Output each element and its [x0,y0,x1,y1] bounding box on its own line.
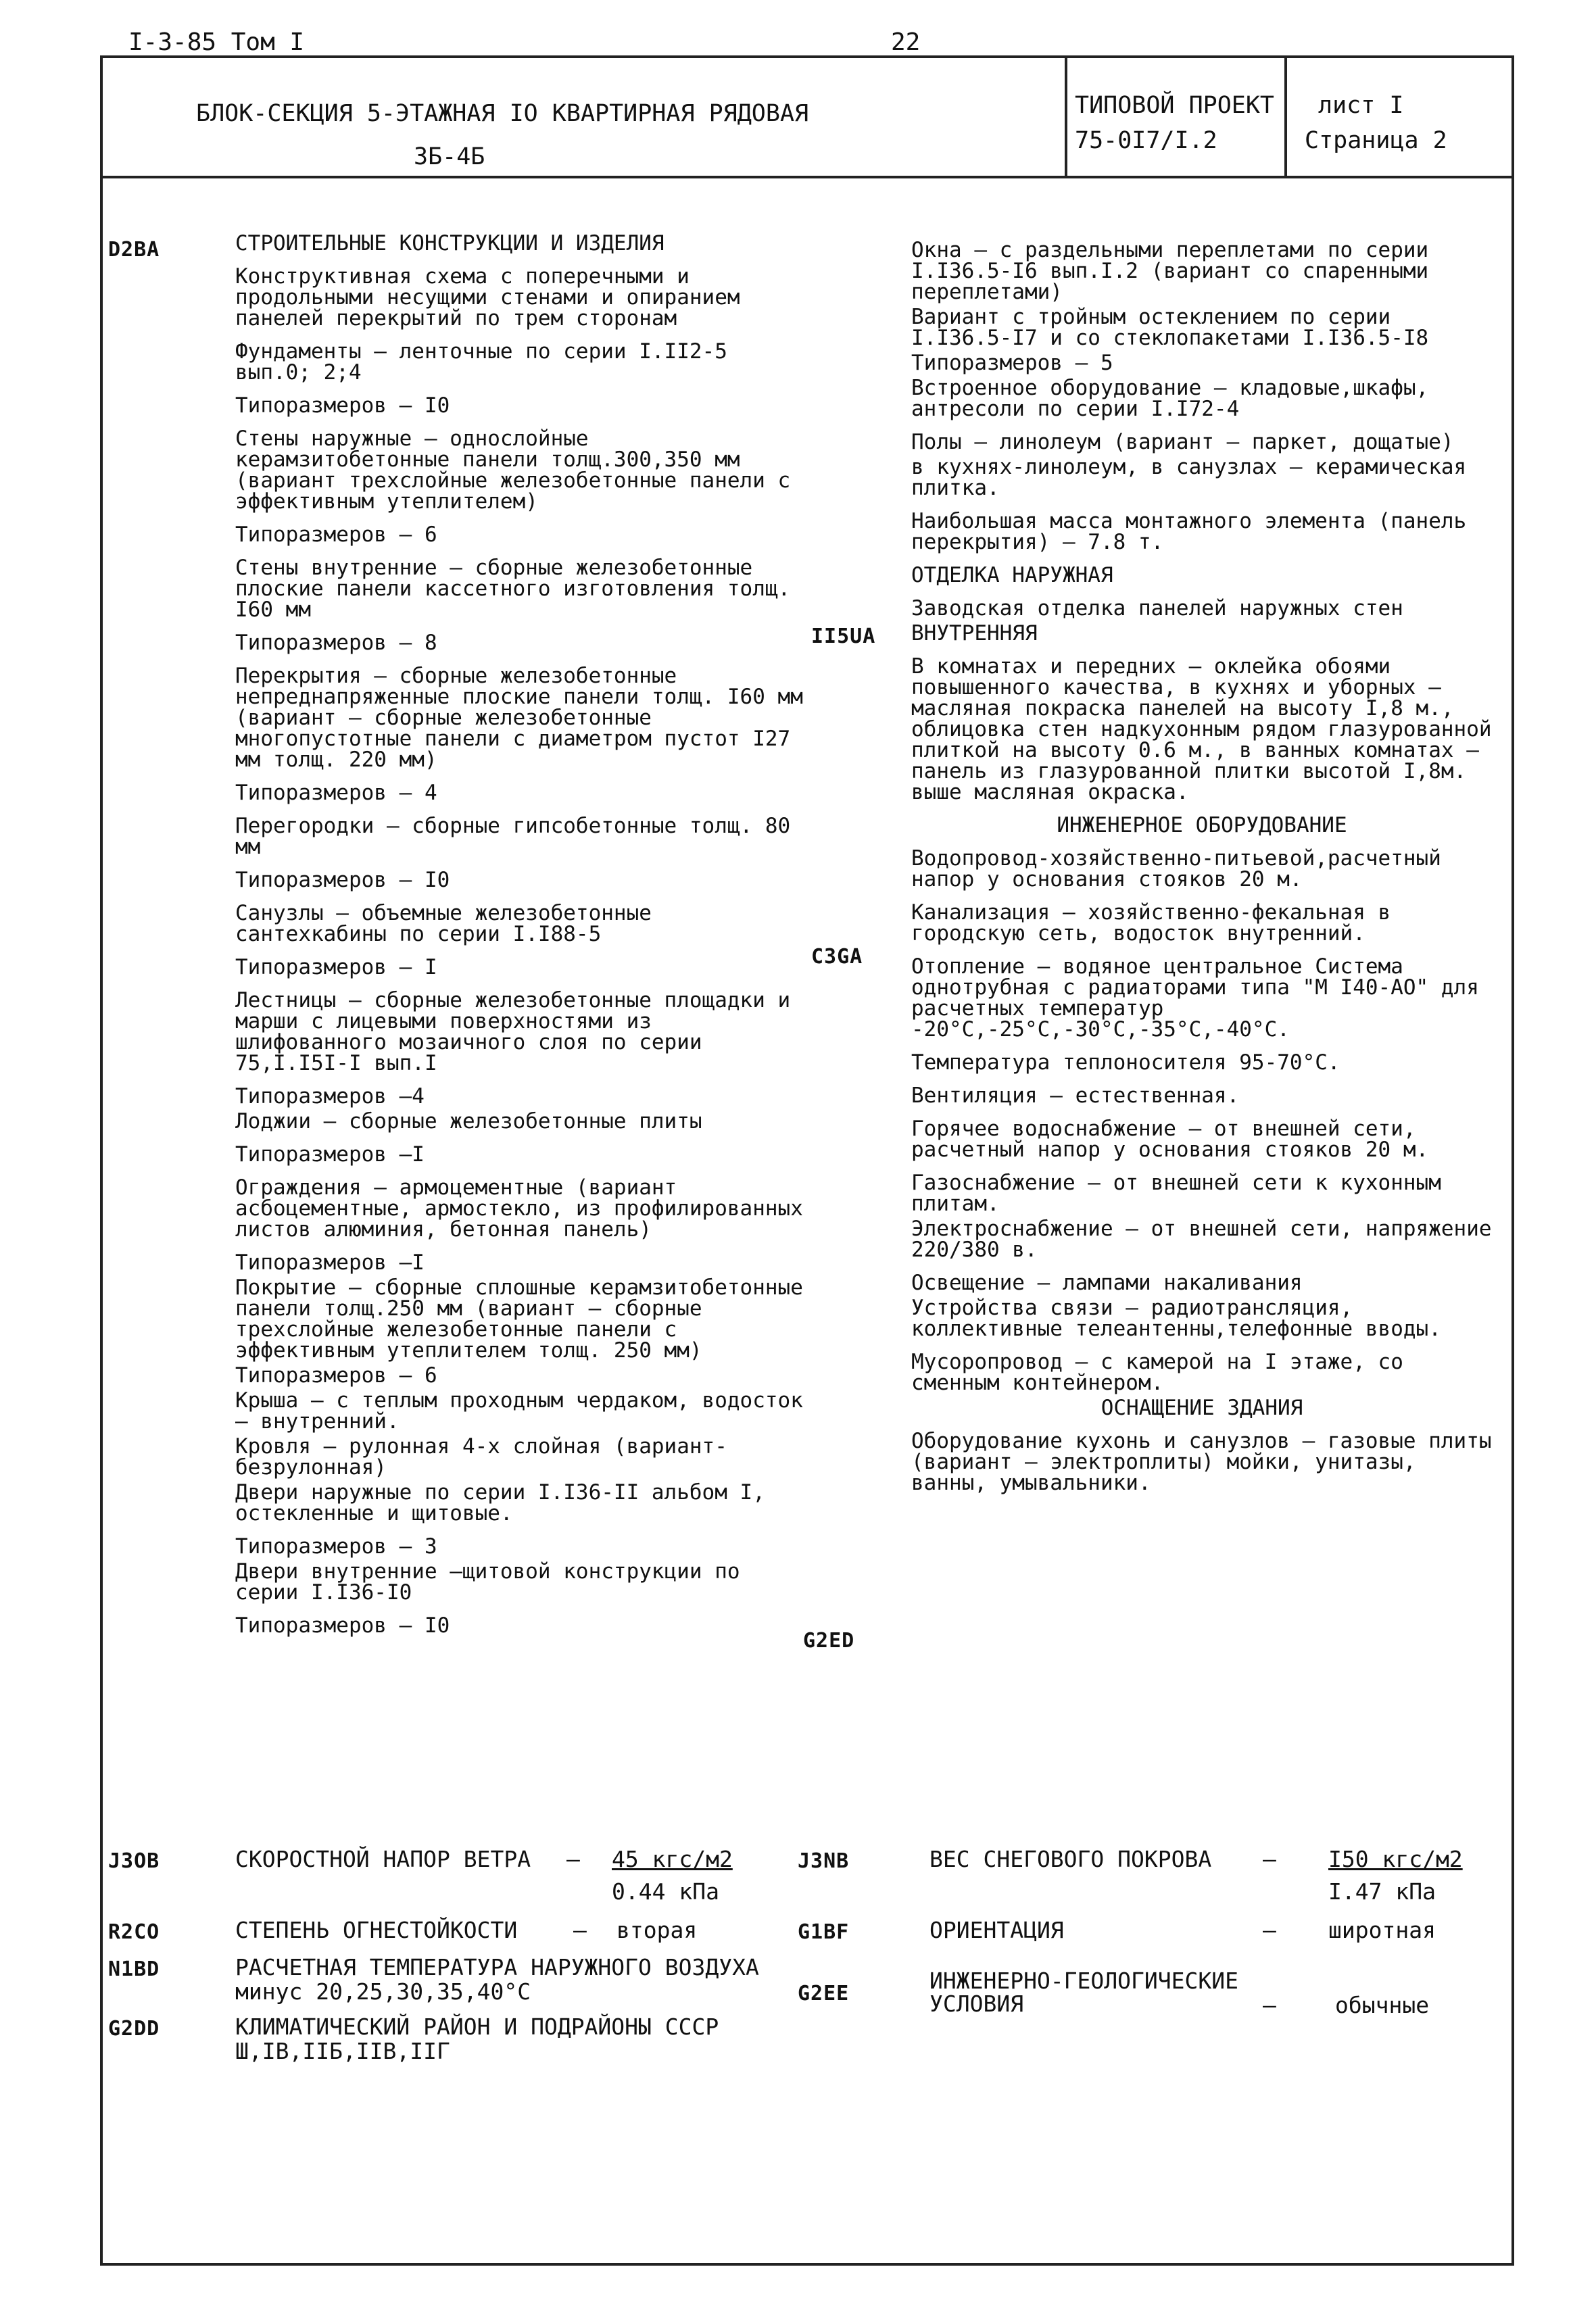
geology-label: ИНЖЕНЕРНО-ГЕОЛОГИЧЕСКИЕ УСЛОВИЯ [929,1968,1238,2017]
paragraph: Типоразмеров – 4 [235,781,437,805]
orientation-value: широтная [1328,1917,1436,1943]
paragraph: Типоразмеров –I [235,1142,425,1167]
code-orientation: G1BF [798,1920,850,1944]
construction-column [235,233,803,1649]
finish-interior-heading: ВНУТРЕННЯЯ [911,621,1038,645]
paragraph: Мусоропровод – с камерой на I этаже, со сменным контейнером. [911,1350,1403,1395]
code-equipment: G2ED [803,1629,855,1653]
paragraph: Вентиляция – естественная. [911,1083,1240,1108]
paragraph: Оборудование кухонь и санузлов – газовые плиты (вариант – электроплиты) мойки, унитазы, ванны, умывальники. [911,1429,1492,1495]
document-reference: I-3-85 Том I [128,28,305,56]
fire-label: СТЕПЕНЬ ОГНЕСТОЙКОСТИ [235,1917,518,1943]
paragraph: Вариант с тройным остеклением по серии I.I36.5-I7 и со стеклопакетами I.I36.5-I8 [911,305,1429,350]
wind-value: 45 кгс/м2 [612,1846,733,1872]
dash: – [566,1846,580,1872]
wind-value-kpa: 0.44 кПа [612,1878,719,1905]
title-block-divider [100,176,1514,178]
paragraph: Канализация – хозяйственно-фекальная в городскую сеть, водосток внутренний. [911,900,1391,946]
code-geology: G2EE [798,1982,850,2005]
paragraph: Типоразмеров – I0 [235,1613,450,1638]
sheet-label: лист I [1318,92,1404,119]
details-column [911,240,1493,1506]
dash: – [1263,1992,1276,2018]
paragraph: в кухнях-линолеум, в санузлах – керамическая плитка. [911,455,1467,500]
paragraph: Стены наружные – однослойные керамзитобетонные панели толщ.300,350 мм (вариант трехслойные железобетонные панели с эффективным утеплителем) [235,427,791,514]
paragraph: Освещение – лампами накаливания [911,1271,1303,1295]
title-block-separator [1284,55,1287,177]
paragraph: Полы – линолеум (вариант – паркет, дощатые) [911,430,1454,454]
snow-value-kpa: I.47 кПа [1328,1878,1436,1905]
paragraph: Типоразмеров – 3 [235,1534,437,1559]
paragraph: Типоразмеров – 8 [235,631,437,655]
paragraph: Газоснабжение – от внешней сети к кухонным плитам. [911,1171,1441,1216]
paragraph: Двери внутренние –щитовой конструкции по серии I.I36-I0 [235,1559,740,1605]
title-line-2: ЗБ-4Б [414,143,485,170]
page-label: Страница 2 [1305,127,1447,154]
project-number: 75-0I7/I.2 [1075,127,1217,154]
paragraph: Заводская отделка панелей наружных стен [911,596,1403,620]
snow-label: ВЕС СНЕГОВОГО ПОКРОВА [929,1846,1212,1872]
climate-value: Ш,IВ,IIБ,IIВ,IIГ [235,2038,450,2064]
snow-value: I50 кгс/м2 [1328,1846,1463,1872]
paragraph: Наибольшая масса монтажного элемента (панель перекрытия) – 7.8 т. [911,509,1467,554]
paragraph: Крыша – с теплым проходным чердаком, водосток – внутренний. [235,1388,803,1434]
paragraph: Лоджии – сборные железобетонные плиты [235,1109,702,1134]
temperature-value: минус 20,25,30,35,40°С [235,1978,531,2005]
code-fire: R2CO [108,1920,160,1944]
project-label: ТИПОВОЙ ПРОЕКТ [1075,92,1275,119]
engineering-heading: ИНЖЕНЕРНОЕ ОБОРУДОВАНИЕ [1057,813,1347,837]
wind-label: СКОРОСТНОЙ НАПОР ВЕТРА [235,1846,531,1872]
dash: – [1263,1917,1276,1943]
paragraph: Перегородки – сборные гипсобетонные толщ. 80 мм [235,814,791,859]
code-engineering: C3GA [811,945,863,969]
climate-label: КЛИМАТИЧЕСКИЙ РАЙОН И ПОДРАЙОНЫ СССР [235,2014,719,2040]
orientation-label: ОРИЕНТАЦИЯ [929,1917,1064,1943]
paragraph: Типоразмеров – 5 [911,351,1113,375]
title-block-separator [1065,55,1067,177]
paragraph: Типоразмеров – I0 [235,868,450,892]
code-finish: II5UA [811,625,876,648]
paragraph: Покрытие – сборные сплошные керамзитобетонные панели толщ.250 мм (вариант – сборные трехслойные железобетонные панели с эффективным утеплителем толщ. 250 мм) [235,1275,803,1363]
paragraph: Температура теплоносителя 95-70°С. [911,1050,1340,1075]
fire-value: вторая [616,1917,698,1943]
code-construction: D2BA [108,238,160,262]
equipment-heading: ОСНАЩЕНИЕ ЗДАНИЯ [1101,1396,1303,1420]
paragraph: Лестницы – сборные железобетонные площадки и марши с лицевыми поверхностями из шлифованного мозаичного слоя по серии 75,I.I5I-I вып.I [235,988,791,1075]
paragraph: Типоразмеров –I [235,1250,425,1275]
paragraph: Электроснабжение – от внешней сети, напряжение 220/380 в. [911,1217,1492,1262]
paragraph: Кровля – рулонная 4-х слойная (вариант-безрулонная) [235,1434,727,1480]
code-snow: J3NB [798,1849,850,1873]
paragraph: Устройства связи – радиотрансляция, коллективные телеантенны,телефонные вводы. [911,1296,1441,1341]
paragraph: Конструктивная схема с поперечными и продольными несущими стенами и опиранием панелей перекрытий по трем сторонам [235,264,740,331]
finish-exterior-heading: ОТДЕЛКА НАРУЖНАЯ [911,563,1113,587]
construction-heading: СТРОИТЕЛЬНЫЕ КОНСТРУКЦИИ И ИЗДЕЛИЯ [235,231,664,255]
paragraph: Типоразмеров – I [235,955,437,979]
code-climate: G2DD [108,2017,160,2041]
paragraph: Типоразмеров – I0 [235,393,450,418]
geology-value: обычные [1335,1992,1430,2018]
paragraph: В комнатах и передних – оклейка обоями повышенного качества, в кухнях и уборных – масляная покраска панелей на высоту I,8 м., облицовка стен надкухонным рядом глазурованной плиткой на высоту 0.6 м., в ванных комнатах – панель из глазурованной плитки высотой I,8м. выше масляная окраска. [911,654,1492,804]
title-line-1: БЛОК-СЕКЦИЯ 5-ЭТАЖНАЯ IO КВАРТИРНАЯ РЯДОВАЯ [196,100,809,127]
paragraph: Типоразмеров – 6 [235,522,437,547]
paragraph: Стены внутренние – сборные железобетонные плоские панели касcетного изготовления толщ. I60 мм [235,556,791,622]
paragraph: Типоразмеров –4 [235,1084,425,1108]
paragraph: Двери наружные по серии I.I36-II альбом I, остекленные и щитовые. [235,1480,765,1526]
temperature-label: РАСЧЕТНАЯ ТЕМПЕРАТУРА НАРУЖНОГО ВОЗДУХА [235,1954,759,1980]
paragraph: Фундаменты – ленточные по серии I.II2-5 вып.0; 2;4 [235,339,727,385]
paragraph: Встроенное оборудование – кладовые,шкафы, антресоли по серии I.I72-4 [911,376,1429,421]
paragraph: Санузлы – объемные железобетонные сантехкабины по серии I.I88-5 [235,901,652,946]
dash: – [573,1917,587,1943]
code-wind: J3OB [108,1849,160,1873]
paragraph: Окна – с раздельными переплетами по серии I.I36.5-I6 вып.I.2 (вариант со спаренными переплетами) [911,238,1429,304]
dash: – [1263,1846,1276,1872]
paragraph: Горячее водоснабжение – от внешней сети, расчетный напор у основания стояков 20 м. [911,1117,1429,1162]
paragraph: Отопление – водяное центральное Система однотрубная с радиаторами типа "М I40-АО" для расчетных температур -20°С,-25°С,-30°С,-35°С,-40°С. [911,954,1479,1042]
page-number: 22 [891,28,921,56]
paragraph: Перекрытия – сборные железобетонные непреднапряженные плоские панели толщ. I60 мм (вариант – сборные железобетонные многопустотные панели с диаметром пустот I27 мм толщ. 220 мм) [235,664,803,772]
code-temperature: N1BD [108,1957,160,1981]
paragraph: Ограждения – армоцементные (вариант асбоцементные, армостекло, из профилированных листов алюминия, бетонная панель) [235,1175,803,1242]
paragraph: Водопровод-хозяйственно-питьевой,расчетный напор у основания стояков 20 м. [911,846,1441,892]
paragraph: Типоразмеров – 6 [235,1363,437,1388]
